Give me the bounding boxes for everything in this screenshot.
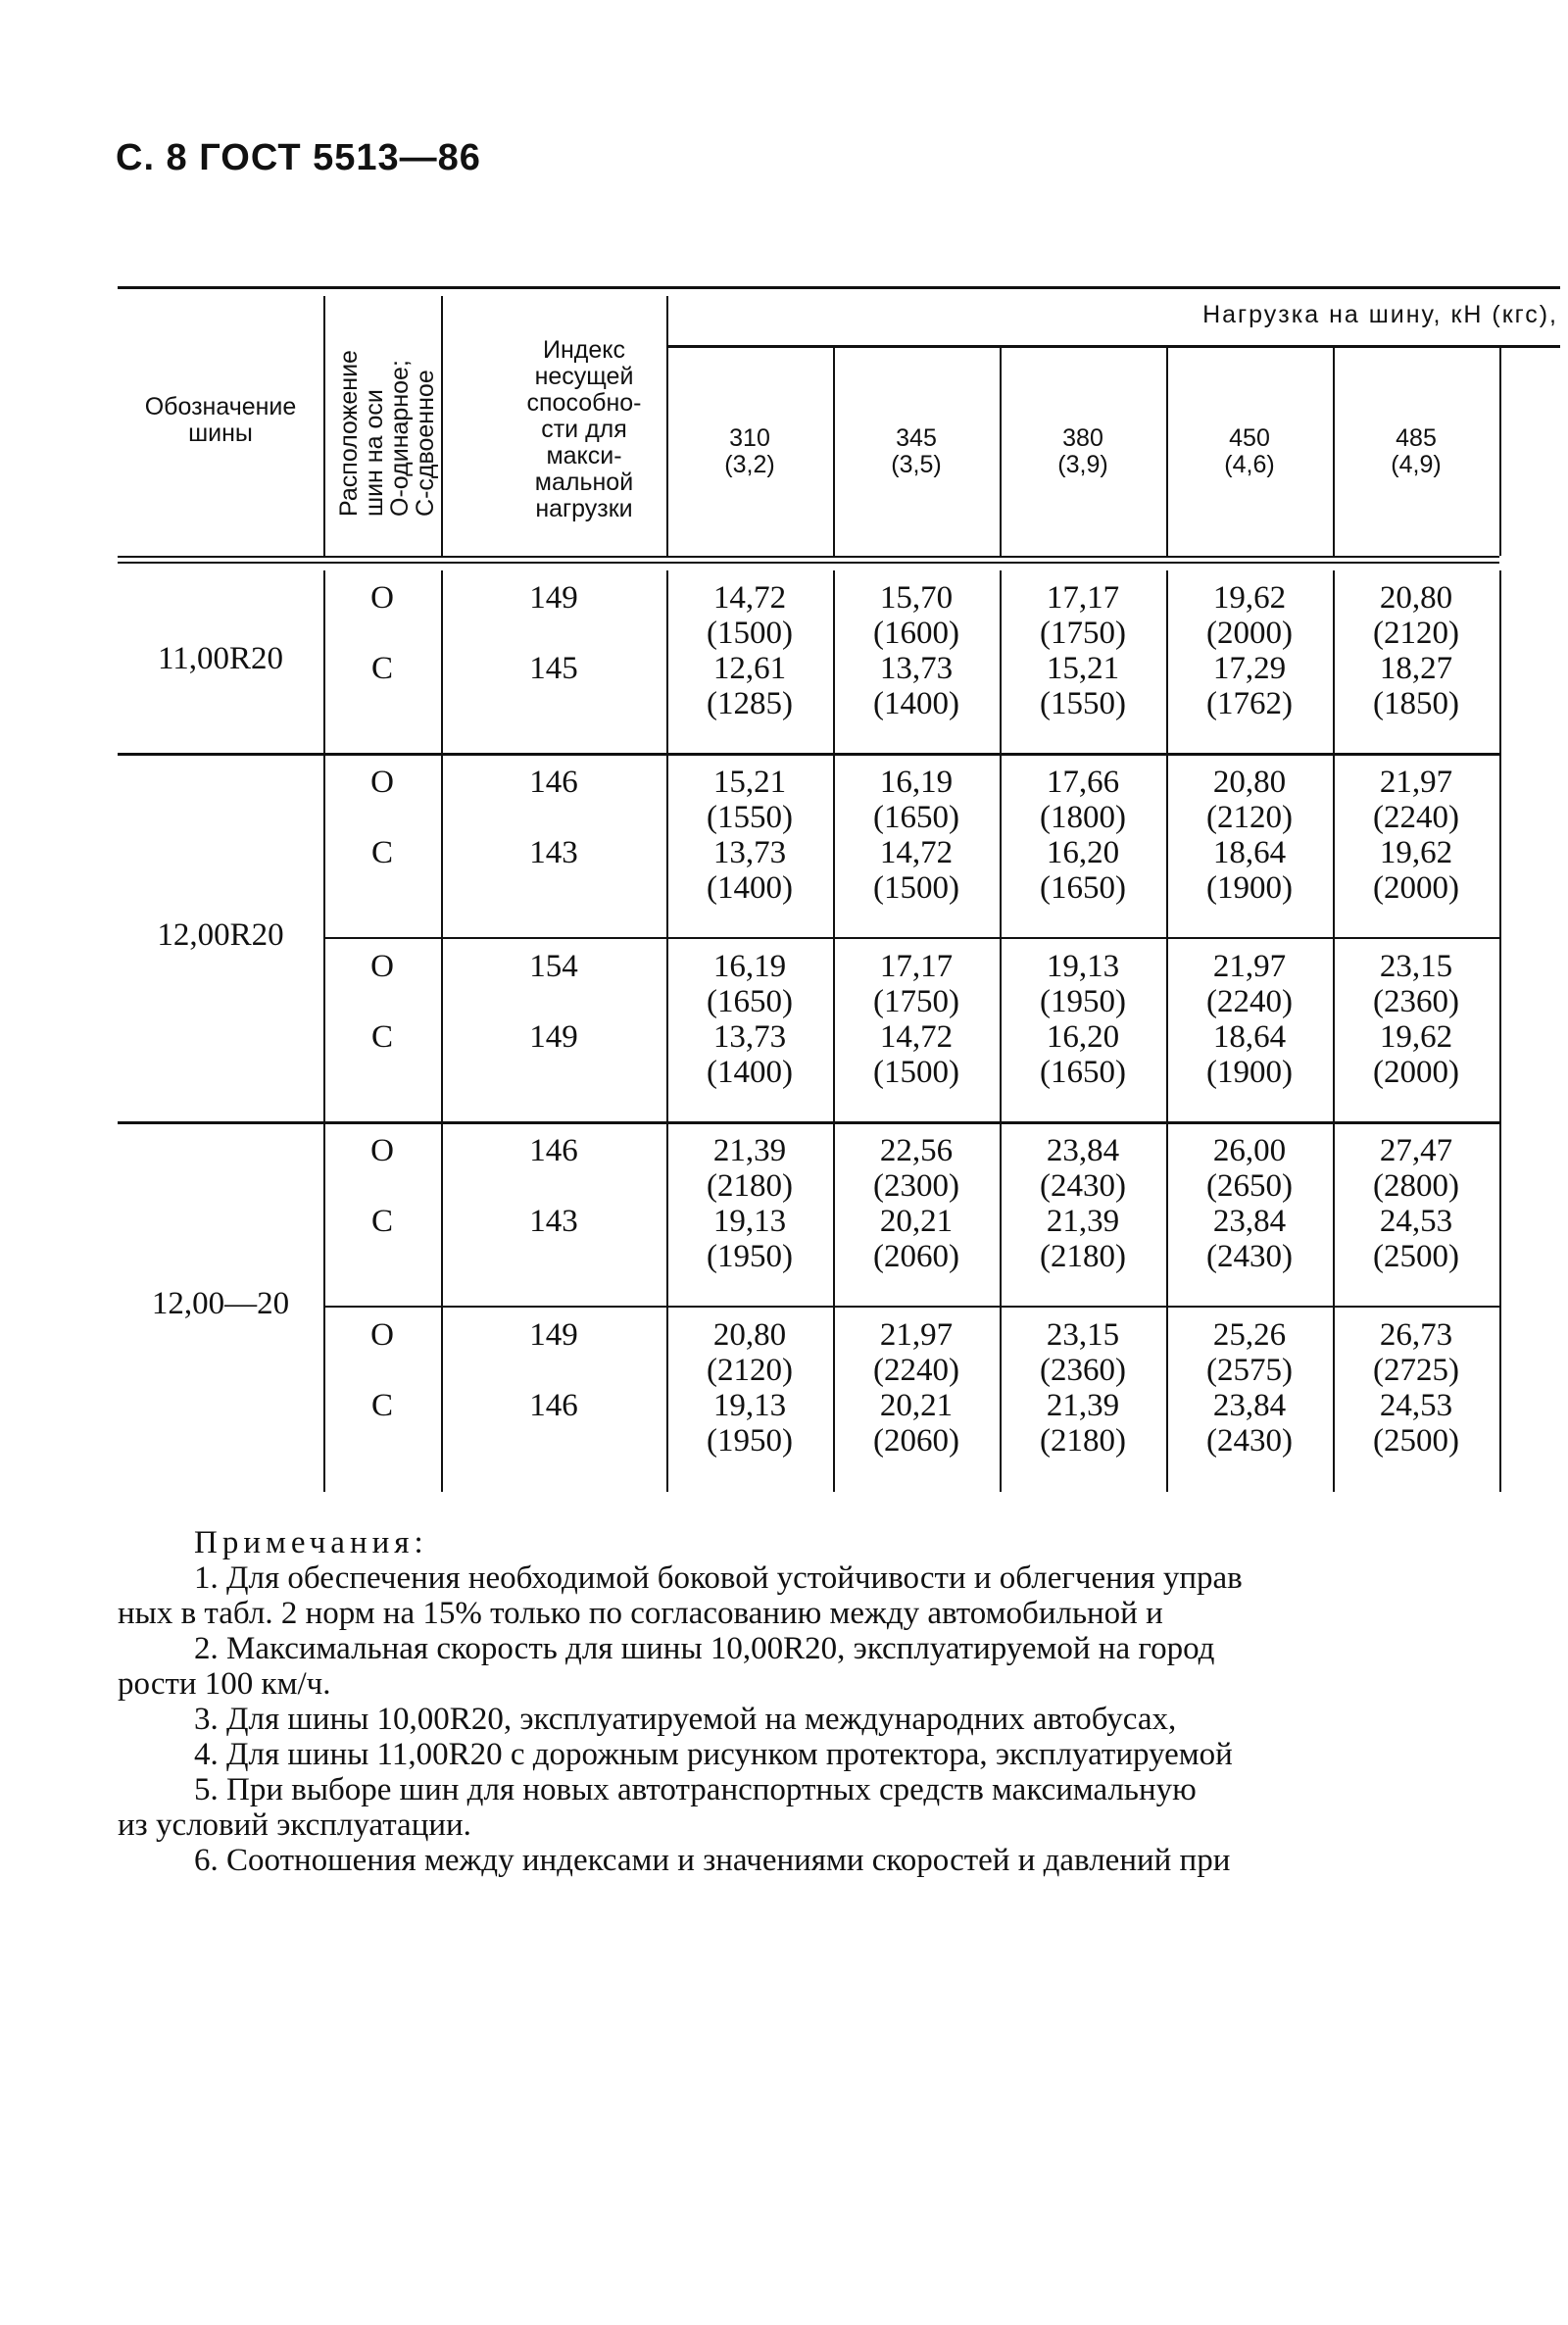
load-col-header-value: 450 (1229, 424, 1270, 452)
load-col-header-value: 310 (729, 424, 770, 452)
load-value: 20,80 (1212, 765, 1287, 800)
load-value: (2240) (873, 1353, 959, 1388)
load-value: 21,39 (1046, 1388, 1120, 1423)
col-header-index-line: макси- (546, 442, 622, 470)
index-cell: 149 (529, 1317, 578, 1353)
load-value: (2360) (1040, 1353, 1126, 1388)
load-value-cell (833, 1133, 1000, 1274)
load-value: (1750) (1040, 616, 1126, 651)
position-cell: С (370, 651, 393, 686)
position-cell: С (370, 835, 393, 870)
col-header-index-line: сти для (541, 416, 627, 443)
load-value-cell (1166, 949, 1333, 1090)
load-value-cell (1166, 580, 1333, 721)
col-header-position-line: Расположение (335, 350, 363, 517)
load-value: (1600) (873, 616, 959, 651)
header-bottom-rule (118, 562, 1499, 564)
load-value: (2430) (1040, 1168, 1126, 1204)
load-value: (1950) (707, 1239, 793, 1274)
load-value: (1550) (707, 800, 793, 835)
load-value-cell (666, 765, 833, 906)
load-value: (2120) (1206, 800, 1293, 835)
load-value: 23,84 (1212, 1204, 1287, 1239)
load-value-cell (1000, 949, 1166, 1090)
load-value-cell (1000, 1133, 1166, 1274)
load-value: 17,66 (1046, 765, 1120, 800)
load-value-cell (833, 580, 1000, 721)
position-cell: О (370, 1133, 394, 1168)
load-col-header (833, 425, 1000, 478)
load-value: 19,62 (1379, 1019, 1453, 1055)
load-value-cell (666, 1133, 833, 1274)
col-header-position-line: шин на оси (361, 389, 388, 517)
load-value: 14,72 (712, 580, 787, 616)
load-value: 27,47 (1379, 1133, 1453, 1168)
load-value: (2060) (873, 1423, 959, 1459)
load-value: (2430) (1206, 1239, 1293, 1274)
header-col-divider (441, 296, 443, 556)
load-value: (1900) (1206, 870, 1293, 906)
block-rule (323, 937, 441, 939)
load-value: 21,39 (1046, 1204, 1120, 1239)
load-value: 17,17 (1046, 580, 1120, 616)
load-value: 12,61 (712, 651, 787, 686)
load-value: (2300) (873, 1168, 959, 1204)
load-value-cell (1166, 1133, 1333, 1274)
table-top-rule (118, 286, 1560, 289)
header-bottom-rule (118, 556, 1499, 558)
load-value: (2500) (1373, 1239, 1459, 1274)
load-value: 20,80 (712, 1317, 787, 1353)
index-cell: 149 (529, 580, 578, 616)
load-value: (1400) (707, 1055, 793, 1090)
load-value: (1750) (873, 984, 959, 1019)
load-value: (2360) (1373, 984, 1459, 1019)
load-value-cell (666, 580, 833, 721)
load-col-header-value: 345 (896, 424, 937, 452)
load-value: 16,19 (712, 949, 787, 984)
load-value: (1800) (1040, 800, 1126, 835)
note-line: 1. Для обеспечения необходимой боковой устойчивости и облегчения управ (194, 1560, 1243, 1596)
load-value: 19,62 (1379, 835, 1453, 870)
note-line: 6. Соотношения между индексами и значениями скоростей и давлений при (194, 1843, 1231, 1878)
load-value-cell (833, 949, 1000, 1090)
load-value: 18,64 (1212, 835, 1287, 870)
load-value-cell (666, 949, 833, 1090)
body-col-divider (1000, 570, 1002, 1492)
load-value: (1650) (873, 800, 959, 835)
position-cell: С (370, 1204, 393, 1239)
load-value-cell (1166, 765, 1333, 906)
index-cell: 154 (529, 949, 578, 984)
col-header-designation: Обозначение шины (144, 393, 297, 447)
load-value: (2000) (1373, 1055, 1459, 1090)
load-value-cell (833, 765, 1000, 906)
load-value: (1900) (1206, 1055, 1293, 1090)
load-value: 15,21 (712, 765, 787, 800)
load-header-title: Нагрузка на шину, кН (кгс), (1202, 301, 1558, 328)
load-value: 17,29 (1212, 651, 1287, 686)
load-value: (2240) (1373, 800, 1459, 835)
load-value: (2575) (1206, 1353, 1293, 1388)
col-header-index-line: способно- (526, 389, 642, 417)
load-value: (2650) (1206, 1168, 1293, 1204)
col-header-index-line: Индекс (543, 336, 625, 364)
load-value: 19,13 (712, 1388, 787, 1423)
note-line: рости 100 км/ч. (118, 1666, 331, 1702)
load-value-cell (1333, 949, 1499, 1090)
body-col-divider (1333, 570, 1335, 1492)
col-header-index-line: нагрузки (535, 495, 633, 522)
load-value: 23,84 (1046, 1133, 1120, 1168)
position-cell: О (370, 580, 394, 616)
body-col-divider (833, 570, 835, 1492)
load-value: (2120) (707, 1353, 793, 1388)
load-value: (2060) (873, 1239, 959, 1274)
load-value: 18,27 (1379, 651, 1453, 686)
body-col-divider (323, 570, 325, 1492)
notes-title: Примечания: (194, 1525, 428, 1560)
load-value: 17,17 (879, 949, 954, 984)
load-value-cell (833, 1317, 1000, 1459)
load-value: (2180) (1040, 1423, 1126, 1459)
load-value: 25,26 (1212, 1317, 1287, 1353)
block-rule (441, 937, 1499, 939)
index-cell: 146 (529, 1133, 578, 1168)
load-value: (1550) (1040, 686, 1126, 721)
notes-section (118, 1525, 1509, 1878)
note-line: 2. Максимальная скорость для шины 10,00R20, эксплуатируемой на город (194, 1631, 1215, 1666)
load-value: 14,72 (879, 835, 954, 870)
tire-designation: 12,00—20 (151, 1286, 290, 1321)
load-value: 21,97 (1212, 949, 1287, 984)
load-value: 20,21 (879, 1204, 954, 1239)
load-value: 16,20 (1046, 1019, 1120, 1055)
position-cell: О (370, 1317, 394, 1353)
load-value: 13,73 (879, 651, 954, 686)
load-value: (1762) (1206, 686, 1293, 721)
col-header-position (336, 350, 438, 517)
load-value: 26,00 (1212, 1133, 1287, 1168)
load-subheader-rule (666, 345, 1560, 348)
note-line: 4. Для шины 11,00R20 с дорожным рисунком протектора, эксплуатируемой (194, 1737, 1233, 1772)
load-value: 21,97 (1379, 765, 1453, 800)
body-col-divider (1166, 570, 1168, 1492)
load-value: 24,53 (1379, 1388, 1453, 1423)
index-cell: 143 (529, 1204, 578, 1239)
load-value: (1650) (1040, 1055, 1126, 1090)
load-value: (2725) (1373, 1353, 1459, 1388)
load-value-cell (1000, 580, 1166, 721)
load-value: 26,73 (1379, 1317, 1453, 1353)
load-value: 13,73 (712, 835, 787, 870)
body-col-divider (441, 570, 443, 1492)
load-col-header-sub: (4,9) (1391, 451, 1442, 478)
load-value-cell (1333, 580, 1499, 721)
col-header-index-line: мальной (534, 469, 634, 496)
load-col-header-sub: (4,6) (1224, 451, 1275, 478)
load-value: 19,13 (1046, 949, 1120, 984)
note-line: ных в табл. 2 норм на 15% только по согласованию между автомобильной и (118, 1596, 1163, 1631)
load-value: (1500) (707, 616, 793, 651)
load-col-header-sub: (3,5) (891, 451, 942, 478)
body-col-divider (666, 570, 668, 1492)
page-header: С. 8 ГОСТ 5513—86 (116, 137, 481, 178)
load-value: 21,97 (879, 1317, 954, 1353)
note-line: из условий эксплуатации. (118, 1807, 471, 1843)
load-value: 14,72 (879, 1019, 954, 1055)
load-value: (2240) (1206, 984, 1293, 1019)
header-col-divider (323, 296, 325, 556)
load-value: 16,19 (879, 765, 954, 800)
load-value: (1950) (707, 1423, 793, 1459)
col-header-index (502, 337, 666, 522)
load-col-header-sub: (3,9) (1057, 451, 1108, 478)
load-value: (1400) (873, 686, 959, 721)
load-value: (2430) (1206, 1423, 1293, 1459)
header-col-divider (1499, 345, 1501, 556)
load-col-header-value: 485 (1396, 424, 1437, 452)
load-value-cell (666, 1317, 833, 1459)
load-value: 23,15 (1046, 1317, 1120, 1353)
load-col-header (1333, 425, 1499, 478)
block-rule (323, 1306, 441, 1308)
position-cell: О (370, 765, 394, 800)
load-col-header-value: 380 (1062, 424, 1103, 452)
load-value: (1400) (707, 870, 793, 906)
load-value: (1950) (1040, 984, 1126, 1019)
load-value: 19,13 (712, 1204, 787, 1239)
load-value-cell (1166, 1317, 1333, 1459)
load-col-header-sub: (3,2) (724, 451, 775, 478)
note-line: 3. Для шины 10,00R20, эксплуатируемой на международних автобусах, (194, 1702, 1177, 1737)
load-value: 15,21 (1046, 651, 1120, 686)
body-col-divider (1499, 570, 1501, 1492)
load-value: (2180) (1040, 1239, 1126, 1274)
load-value: (1650) (707, 984, 793, 1019)
load-value: 18,64 (1212, 1019, 1287, 1055)
index-cell: 146 (529, 765, 578, 800)
load-value: 24,53 (1379, 1204, 1453, 1239)
position-cell: С (370, 1388, 393, 1423)
tire-designation: 12,00R20 (157, 917, 284, 953)
load-value: (2500) (1373, 1423, 1459, 1459)
index-cell: 143 (529, 835, 578, 870)
load-value-cell (1333, 1133, 1499, 1274)
tire-designation: 11,00R20 (157, 641, 284, 676)
load-value: (2000) (1206, 616, 1293, 651)
load-value: (2120) (1373, 616, 1459, 651)
load-value-cell (1000, 765, 1166, 906)
load-value: (2800) (1373, 1168, 1459, 1204)
load-value: (2000) (1373, 870, 1459, 906)
load-value: 19,62 (1212, 580, 1287, 616)
index-cell: 146 (529, 1388, 578, 1423)
index-cell: 149 (529, 1019, 578, 1055)
col-header-index-line: несущей (534, 363, 634, 390)
block-rule (441, 1306, 1499, 1308)
col-header-position-line: С-сдвоенное (412, 370, 439, 517)
load-col-header (1166, 425, 1333, 478)
load-value: (1500) (873, 870, 959, 906)
load-value: (2180) (707, 1168, 793, 1204)
load-value: 23,84 (1212, 1388, 1287, 1423)
index-cell: 145 (529, 651, 578, 686)
note-line: 5. При выборе шин для новых автотранспортных средств максимальную (194, 1772, 1197, 1807)
load-value-cell (1000, 1317, 1166, 1459)
load-value: 13,73 (712, 1019, 787, 1055)
load-value: (1285) (707, 686, 793, 721)
load-value: 20,21 (879, 1388, 954, 1423)
load-value: (1500) (873, 1055, 959, 1090)
load-value: 16,20 (1046, 835, 1120, 870)
load-value-cell (1333, 1317, 1499, 1459)
load-value: (1850) (1373, 686, 1459, 721)
position-cell: О (370, 949, 394, 984)
load-value: (1650) (1040, 870, 1126, 906)
load-col-header (666, 425, 833, 478)
col-header-position-line: О-одинарное; (386, 360, 414, 517)
load-value-cell (1333, 765, 1499, 906)
position-cell: С (370, 1019, 393, 1055)
load-value: 15,70 (879, 580, 954, 616)
load-col-header (1000, 425, 1166, 478)
load-value: 21,39 (712, 1133, 787, 1168)
load-value: 23,15 (1379, 949, 1453, 984)
load-value: 22,56 (879, 1133, 954, 1168)
load-value: 20,80 (1379, 580, 1453, 616)
